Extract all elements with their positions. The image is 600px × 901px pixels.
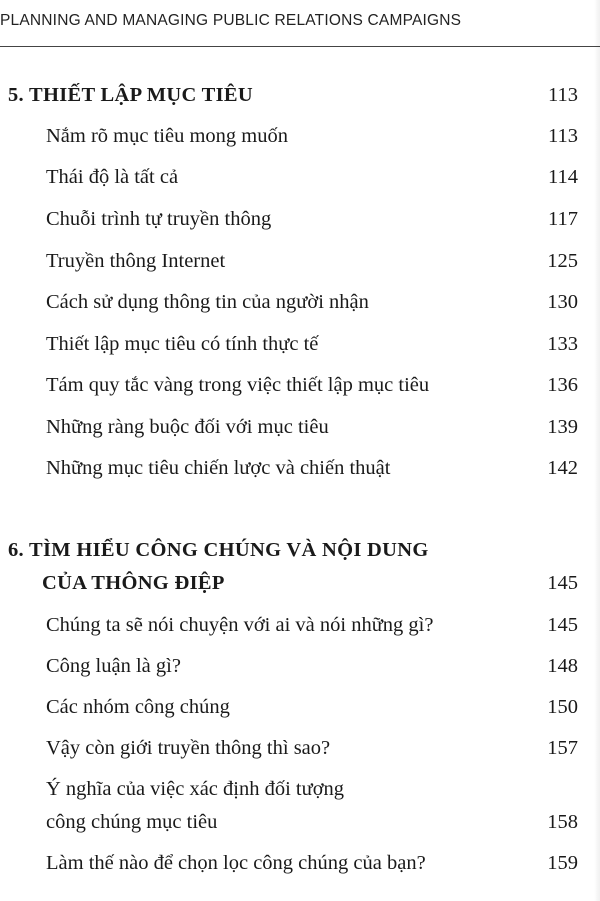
page-number: 142	[547, 457, 578, 479]
toc-entry[interactable]	[0, 250, 600, 284]
page-number: 117	[548, 208, 578, 230]
page-number: 150	[547, 696, 578, 718]
page-number: 139	[547, 416, 578, 438]
page-number: 114	[548, 166, 578, 188]
entry-title: Chuỗi trình tự truyền thông	[46, 208, 272, 230]
entry-title: Chúng ta sẽ nói chuyện với ai và nói những gì?	[46, 614, 434, 636]
entry-title: Những ràng buộc đối với mục tiêu	[46, 416, 329, 438]
toc-entry[interactable]	[0, 416, 600, 450]
toc-entry[interactable]	[0, 655, 600, 689]
running-header: PLANNING AND MANAGING PUBLIC RELATIONS CAMPAIGNS	[0, 12, 462, 29]
toc-entry[interactable]	[0, 166, 600, 200]
toc-entry[interactable]	[0, 457, 600, 491]
entry-title-continued: công chúng mục tiêu	[46, 811, 218, 833]
page-number: 133	[547, 333, 578, 355]
entry-title: Những mục tiêu chiến lược và chiến thuật	[46, 457, 391, 479]
page-number: 113	[548, 84, 578, 106]
toc-entry[interactable]	[0, 852, 600, 886]
chapter-title: 6. TÌM HIỂU CÔNG CHÚNG VÀ NỘI DUNG	[8, 539, 429, 561]
toc-entry-continued[interactable]	[0, 811, 600, 845]
chapter-title-continued: CỦA THÔNG ĐIỆP	[42, 572, 225, 594]
toc-entry[interactable]	[0, 291, 600, 325]
entry-title: Ý nghĩa của việc xác định đối tượng	[46, 778, 345, 800]
entry-title: Truyền thông Internet	[46, 250, 226, 272]
toc-entry[interactable]	[0, 374, 600, 408]
entry-title: Công luận là gì?	[46, 655, 181, 677]
page-number: 159	[547, 852, 578, 874]
toc-chapter-6[interactable]	[0, 539, 600, 573]
page-number: 136	[547, 374, 578, 396]
toc-entry[interactable]	[0, 125, 600, 159]
toc-entry[interactable]	[0, 614, 600, 648]
entry-title: Thái độ là tất cả	[46, 166, 179, 188]
toc-entry[interactable]	[0, 778, 600, 812]
page-number: 130	[547, 291, 578, 313]
page-number: 125	[547, 250, 578, 272]
entry-title: Làm thế nào để chọn lọc công chúng của bạn?	[46, 852, 426, 874]
entry-title: Các nhóm công chúng	[46, 696, 230, 718]
toc-entry[interactable]	[0, 333, 600, 367]
toc-entry[interactable]	[0, 737, 600, 771]
page-number: 145	[547, 572, 578, 594]
entry-title: Tám quy tắc vàng trong việc thiết lập mục tiêu	[46, 374, 430, 396]
header-rule	[0, 46, 600, 47]
toc-entry[interactable]	[0, 696, 600, 730]
page-number: 145	[547, 614, 578, 636]
toc-chapter-6-continued[interactable]	[0, 572, 600, 606]
entry-title: Vậy còn giới truyền thông thì sao?	[46, 737, 331, 759]
toc-chapter-5[interactable]	[0, 84, 600, 118]
page-number: 158	[547, 811, 578, 833]
entry-title: Cách sử dụng thông tin của người nhận	[46, 291, 369, 313]
page-number: 113	[548, 125, 578, 147]
page-number: 157	[547, 737, 578, 759]
page-number: 148	[547, 655, 578, 677]
toc-entry[interactable]	[0, 208, 600, 242]
entry-title: Nắm rõ mục tiêu mong muốn	[46, 125, 288, 147]
chapter-title: 5. THIẾT LẬP MỤC TIÊU	[8, 84, 253, 106]
entry-title: Thiết lập mục tiêu có tính thực tế	[46, 333, 319, 355]
